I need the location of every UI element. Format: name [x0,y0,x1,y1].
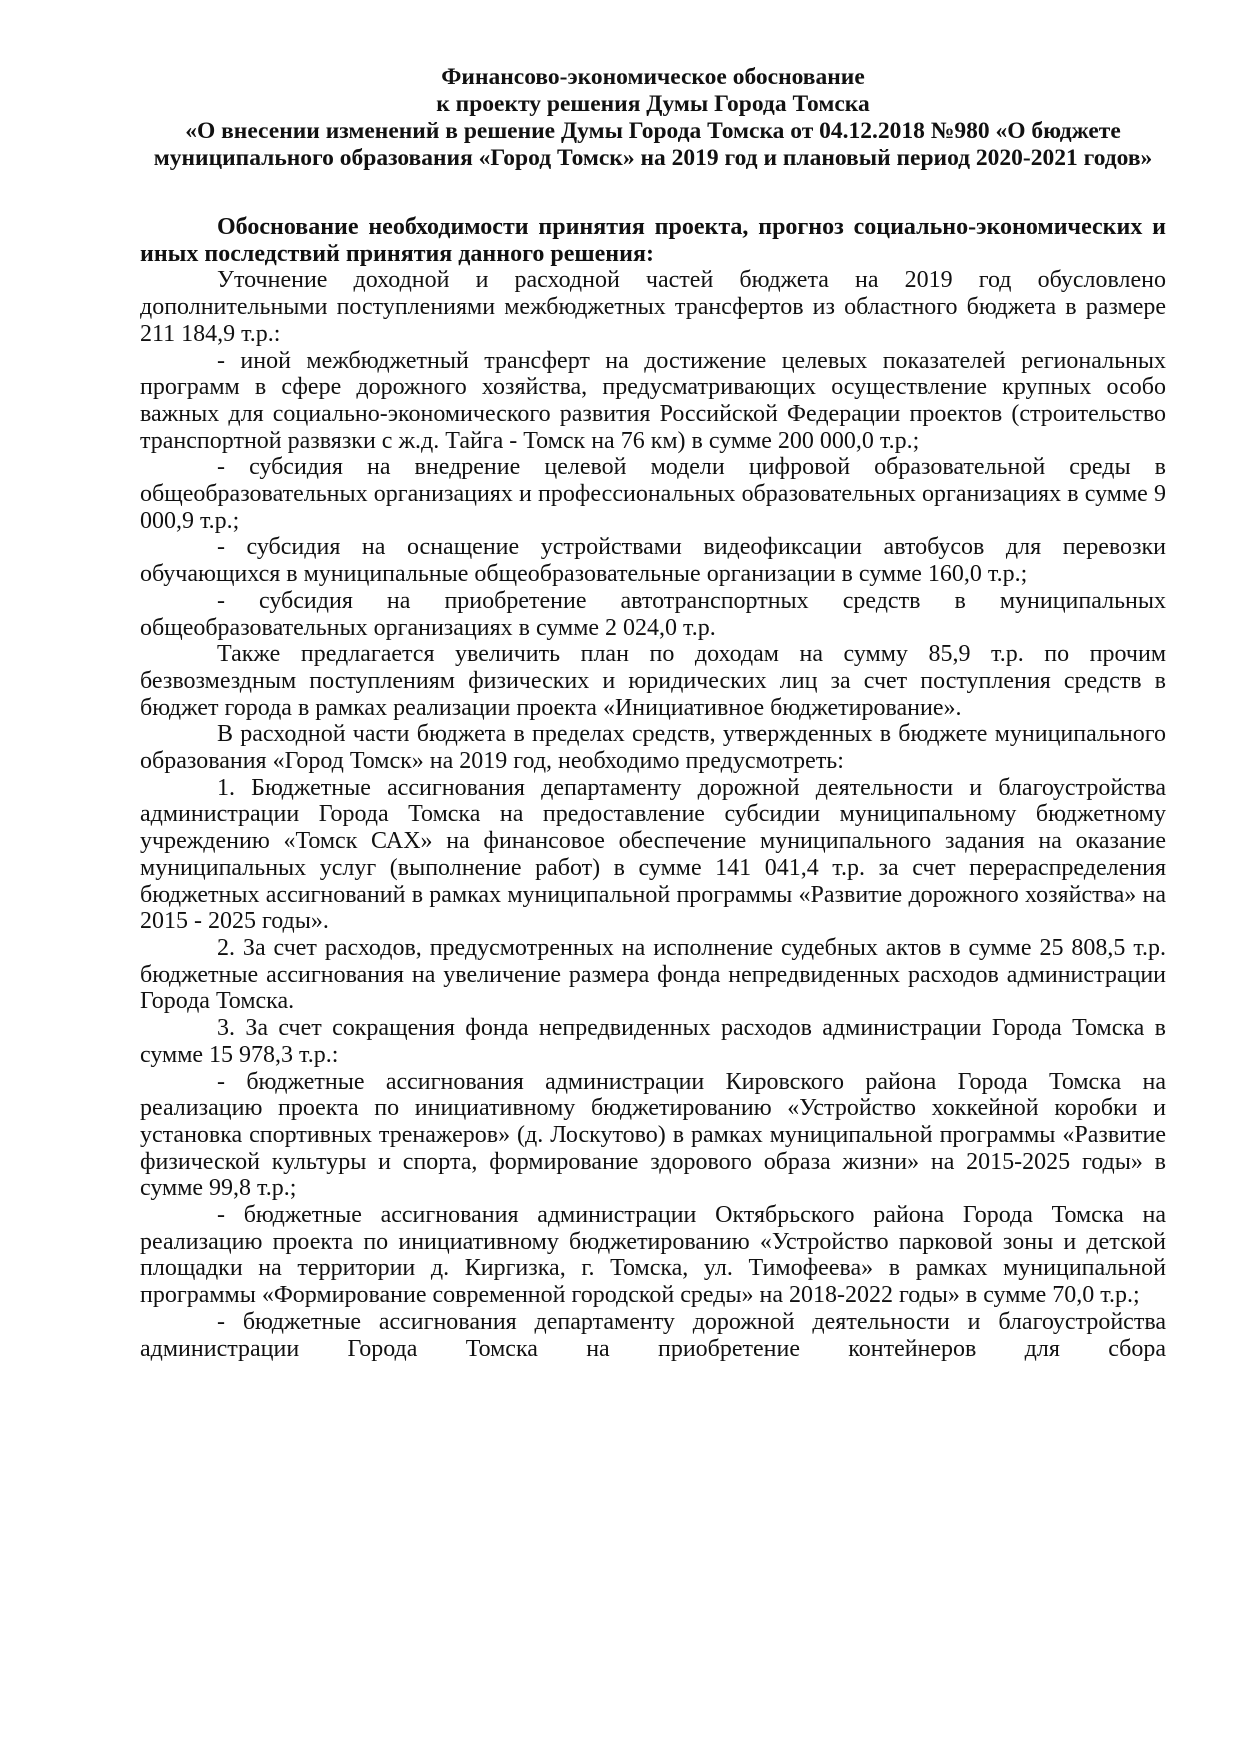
document-body [140,267,1166,1362]
paragraph: - бюджетные ассигнования департаменту дорожной деятельности и благоустройства администрации Города Томска на приобретение контейнеров для сбора [140,1308,1166,1362]
title-line: Финансово-экономическое обоснование [441,64,865,90]
paragraph: 1. Бюджетные ассигнования департаменту дорожной деятельности и благоустройства администрации Города Томска на предоставление субсидии муниципальному бюджетному учреждению «Томск САХ» на финансовое обеспечение муниципального задания на оказание муниципальных услуг (выполнение работ) в сумме 141 041,4 т.р. за счет перераспределения бюджетных ассигнований в рамках муниципальной программы «Развитие дорожного хозяйства» на 2015 - 2025 годы». [140,774,1166,935]
paragraph: В расходной части бюджета в пределах средств, утвержденных в бюджете муниципального образования «Город Томск» на 2019 год, необходимо предусмотреть: [140,721,1166,775]
paragraph: - бюджетные ассигнования администрации Октябрьского района Города Томска на реализацию проекта по инициативному бюджетированию «Устройство парковой зоны и детской площадки на территории д. Киргизка, г. Томска, ул. Тимофеева» в рамках муниципальной программы «Формирование современной городской среды» на 2018-2022 годы» в сумме 70,0 т.р.; [140,1202,1166,1309]
section-heading: Обоснование необходимости принятия проекта, прогноз социально-экономических и иных последствий принятия данного решения: [140,214,1166,267]
document-page [140,64,1166,1362]
paragraph: 3. За счет сокращения фонда непредвиденных расходов администрации Города Томска в сумме 15 978,3 т.р.: [140,1015,1166,1068]
document-title [140,64,1166,172]
paragraph: 2. За счет расходов, предусмотренных на исполнение судебных актов в сумме 25 808,5 т.р. бюджетные ассигнования на увеличение размера фонда непредвиденных расходов администрации Города Томска. [140,934,1166,1015]
paragraph: - субсидия на приобретение автотранспортных средств в муниципальных общеобразовательных организациях в сумме 2 024,0 т.р. [140,587,1166,641]
title-line: «О внесении изменений в решение Думы Города Томска от 04.12.2018 №980 «О бюджете муниципального образования «Город Томск» на 2019 год и плановый период 2020-2021 годов» [153,118,1153,171]
paragraph: Уточнение доходной и расходной частей бюджета на 2019 год обусловлено дополнительными поступлениями межбюджетных трансфертов из областного бюджета в размере 211 184,9 т.р.: [140,267,1166,347]
paragraph: Также предлагается увеличить план по доходам на сумму 85,9 т.р. по прочим безвозмездным поступлениям физических и юридических лиц за счет поступления средств в бюджет города в рамках реализации проекта «Инициативное бюджетирование». [140,641,1166,721]
paragraph: - субсидия на внедрение целевой модели цифровой образовательной среды в общеобразовательных организациях и профессиональных образовательных организациях в сумме 9 000,9 т.р.; [140,454,1166,534]
title-line: к проекту решения Думы Города Томска [436,91,870,117]
paragraph: - субсидия на оснащение устройствами видеофиксации автобусов для перевозки обучающихся в муниципальные общеобразовательные организации в сумме 160,0 т.р.; [140,534,1166,588]
paragraph: - бюджетные ассигнования администрации Кировского района Города Томска на реализацию проекта по инициативному бюджетированию «Устройство хоккейной коробки и установка спортивных тренажеров» (д. Лоскутово) в рамках муниципальной программы «Развитие физической культуры и спорта, формирование здорового образа жизни» на 2015-2025 годы» в сумме 99,8 т.р.; [140,1068,1166,1202]
paragraph: - иной межбюджетный трансферт на достижение целевых показателей региональных программ в сфере дорожного хозяйства, предусматривающих осуществление крупных особо важных для социально-экономического развития Российской Федерации проектов (строительство транспортной развязки с ж.д. Тайга - Томск на 76 км) в сумме 200 000,0 т.р.; [140,347,1166,454]
